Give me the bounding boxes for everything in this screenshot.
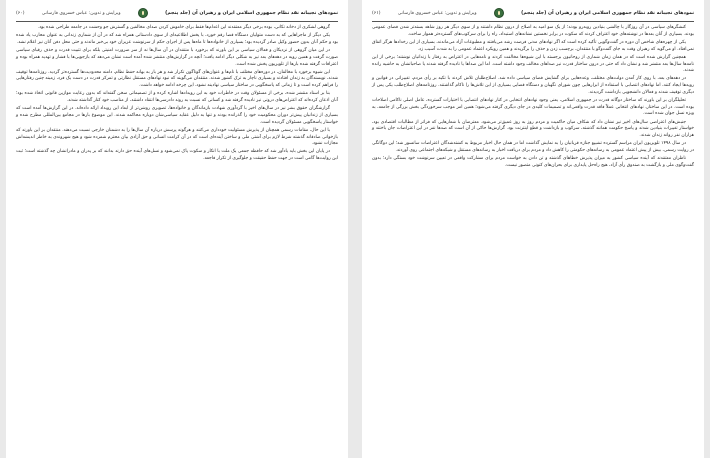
paragraph: در پایان این بخش باید یادآور شد که حافظه جمعی یک ملت با انکار و سکوت پاک نمی‌شود و نسل‌های آینده حق دارند بدانند که بر پدران و مادرانشان چه گذشته است؛ ثبت این روایت‌ها گامی است در جهت حفظ حقیقت و جلوگیری از تکرار فاجعه. <box>16 149 338 162</box>
paragraph: جنبش‌های اعتراضی سال‌های اخیر نیز نشان داد که شکاف میان حاکمیت و مردم روز به روز عمیق‌تر می‌شود. معترضان با شعارهایی که فراتر از مطالبات اقتصادی بود، خواستار تغییرات بنیادین شدند و پاسخ حکومت همانند گذشته، سرکوب و بازداشت و قطع اینترنت بود. گزارش‌ها حاکی از آن است که صدها نفر در این اعتراضات جان باختند و هزاران نفر روانه زندان شدند. <box>372 119 694 139</box>
paragraph: این شیوه برخورد با مخالفان، در دوره‌های مختلف با نام‌ها و عنوان‌های گوناگون تکرار شد و هر بار به بهانه حفظ نظام، دامنه محدودیت‌ها گسترده‌تر گردید. روزنامه‌ها توقیف شدند، نویسندگان به زندان افتادند و بسیاری ناچار به ترک کشور شدند. منتقدان می‌گویند که نبود نهادهای مستقل نظارتی و تمرکز قدرت در دست یک فرد، زمینه چنین رفتارهایی را فراهم کرده است و تا زمانی که پاسخگویی در ساختار سیاسی نهادینه نشود، این چرخه ادامه خواهد داشت. <box>16 69 338 89</box>
running-title: نمودهای نجیبانه نقد نظام جمهوری اسلامی ایران و رهبران آن (جلد پنجم) <box>165 10 338 16</box>
page-header <box>16 6 338 20</box>
running-author: ویرایش و تدوین: عباس خسروی فارسانی <box>397 10 477 16</box>
paragraph: تحلیلگران بر این باورند که ساختار دوگانه قدرت در جمهوری اسلامی، یعنی وجود نهادهای انتخابی در کنار نهادهای انتصابی با اختیارات گسترده، عامل اصلی ناکامی اصلاحات بوده است. در این ساختار، نهادهای انتخابی عملاً فاقد قدرت واقعی‌اند و تصمیمات کلیدی در جای دیگری گرفته می‌شود؛ همین امر موجب سرخوردگی بخش بزرگی از جامعه، به ویژه نسل جوان شده است. <box>372 98 694 117</box>
header-rule <box>16 21 338 22</box>
paragraph: یکی از چهره‌های شاخص آن دوره در گفت‌وگویی تأکید کرده است که اگر نهادهای مدنی فرصت رشد می‌یافتند و مطبوعات آزاد می‌ماندند، بسیاری از این رخدادها هرگز اتفاق نمی‌افتاد. او می‌گوید که رهبران وقت به جای گفت‌وگو با منتقدان، برچسب زدن و حذف را برگزیدند و همین رویکرد اعتماد عمومی را به شدت آسیب زد. <box>372 39 694 52</box>
page-header <box>372 6 694 20</box>
paragraph: ناظران معتقدند که آینده سیاسی کشور به میزان پذیرش خطاهای گذشته و تن دادن به خواست مردم برای مشارکت واقعی در تعیین سرنوشت خود بستگی دارد؛ بدون گفت‌وگوی ملی و بازگشت به صندوق رأی آزاد، هیچ راه‌حل پایداری برای بحران‌های کنونی متصور نیست. <box>372 156 694 168</box>
emblem-icon <box>138 8 148 18</box>
paragraph: کنشگرهای سیاسی در آن روزگار با چالشی بنیادین روبه‌رو بودند؛ از یک سو امید به اصلاح از درون نظام داشتند و از سوی دیگر هر روز شاهد بسته‌تر شدن فضای عمومی بودند. بسیاری از آنان بعدها در نوشته‌های خود اعتراف کردند که سکوت در برابر نخستین نشانه‌های استبداد، راه را برای سرکوب‌های گسترده‌تر هموار ساخت. <box>372 25 694 37</box>
page-left <box>6 0 348 458</box>
running-author: ویرایش و تدوین: عباس خسروی فارسانی <box>41 10 121 16</box>
emblem-icon <box>494 8 504 18</box>
page-body <box>372 25 694 170</box>
paragraph: در سال ۱۳۹۸ تلویزیون ایران مراسم گسترده تشییع جنازه قربانیان را به نمایش گذاشت اما در همان حال اخبار مربوط به کشته‌شدگان اعتراضات سانسور شد؛ این دوگانگی در روایت رسمی، بیش از پیش اعتماد عمومی به رسانه‌های حکومتی را کاهش داد و مردم برای دریافت اخبار به رسانه‌های مستقل و شبکه‌های اجتماعی روی آوردند. <box>372 141 694 153</box>
paragraph: در این میان گروهی از نزدیکان و فعالان سیاسی بر این باورند که برخورد با منتقدان در آن سال‌ها نه از سر ضرورت امنیتی بلکه برای تثبیت قدرت و حذف رقبای سیاسی صورت گرفت و همین رویه در دهه‌های بعد نیز به شکلی دیگر ادامه یافت؛ آنچه در گزارش‌های منتشر شده آمده است نشان می‌دهد که بازجویی‌ها با فشار و تهدید همراه بوده و اعترافات گرفته شده بارها از تلویزیون پخش شده است. <box>16 48 338 67</box>
paragraph: با این حال، مقامات رسمی همچنان از پذیرش مسئولیت خودداری می‌کنند و هرگونه پرسش درباره آن سال‌ها را به دشمنان خارجی نسبت می‌دهند. منتقدان بر این باورند که بازخوانی صادقانه گذشته شرط لازم برای آشتی ملی و ساختن آینده‌ای است که در آن کرامت انسانی و حق آزادی بیان محترم شمرده شود و هیچ شهروندی به خاطر اندیشه‌اش مجازات نشود. <box>16 127 338 147</box>
paragraph: یکی دیگر از ماجراهایی که به دست متولیان دستگاه قضا رقم خورد، با پخش اطلاعیه‌ای از سوی دادستانی همراه شد که در آن از شماری زندانی به عنوان محارب یاد شده بود و حکم آنان بدون حضور وکیل صادر گردیده بود؛ بسیاری از خانواده‌ها تا ماه‌ها پس از اجرای حکم از سرنوشت عزیزان خود بی‌خبر ماندند و حتی محل دفن آنان نیز اعلام نشد. <box>16 33 338 45</box>
page-number: (۶۱) <box>372 10 381 16</box>
paragraph: همچنین گزارش شده است که در همان زمان شماری از روحانیون برجسته با این شیوه‌ها مخالفت کردند و نامه‌هایی در اعتراض به رفتار با زندانیان نوشتند؛ برخی از این نامه‌ها سال‌ها بعد منتشر شد و نشان داد که حتی در درون ساختار قدرت نیز صداهای مخالف وجود داشته است. اما این صداها یا نادیده گرفته شدند یا صاحبانشان به حاشیه رانده شدند. <box>372 54 694 74</box>
page-body <box>16 25 338 163</box>
running-title: نمودهای نجیبانه نقد نظام جمهوری اسلامی ایران و رهبران آن (جلد پنجم) <box>521 10 694 16</box>
paragraph: گزارشگران حقوق بشر نیز در سال‌های اخیر با گردآوری شهادت بازماندگان و خانواده‌ها، تصویری روشن‌تر از ابعاد این رویداد ارائه داده‌اند. در این گزارش‌ها آمده است که بسیاری از زندانیان پیش‌تر دوران محکومیت خود را گذرانده بودند و تنها به دلیل عقاید سیاسی‌شان دوباره محاکمه شدند. این موضوع بارها در مجامع بین‌المللی مطرح شده و خواستار پاسخگویی مسئولان گردیده است. <box>16 106 338 125</box>
paragraph: در دهه‌های بعد، با روی کار آمدن دولت‌های مختلف، وعده‌هایی برای گشایش فضای سیاسی داده شد. اصلاح‌طلبان تلاش کردند با تکیه بر رأی مردم، تغییراتی در قوانین و رویه‌ها ایجاد کنند، اما نهادهای انتصابی با استفاده از ابزارهایی چون شورای نگهبان و دستگاه قضایی بسیاری از این تلاش‌ها را ناکام گذاشتند. روزنامه‌های اصلاح‌طلب یکی پس از دیگری توقیف شدند و فعالان دانشجویی بازداشت گردیدند. <box>372 76 694 95</box>
page-number: (۶۰) <box>16 10 25 16</box>
page-right <box>362 0 704 458</box>
paragraph: گروهی لشکری از دخانه تکانی، بوده برخی دیگر معتقدند این اعدام‌ها فقط برای خاموش کردن صدای مخالفین و گسترش جو وحشت در جامعه طراحی شده بود. <box>37 25 330 30</box>
paragraph: بنا بر اسناد منتشر شده، برخی از مسئولان وقت در خاطرات خود به این رویدادها اشاره کرده و از تصمیماتی سخن گفته‌اند که بدون رعایت موازین قانونی اتخاذ شده بود؛ آنان اذعان کرده‌اند که اعتراض‌های درونی نیز نادیده گرفته شد و کسانی که نسبت به روند دادرسی‌ها انتقاد داشتند، از مناصب خود کنار گذاشته شدند. <box>16 91 338 104</box>
header-rule <box>372 21 694 22</box>
